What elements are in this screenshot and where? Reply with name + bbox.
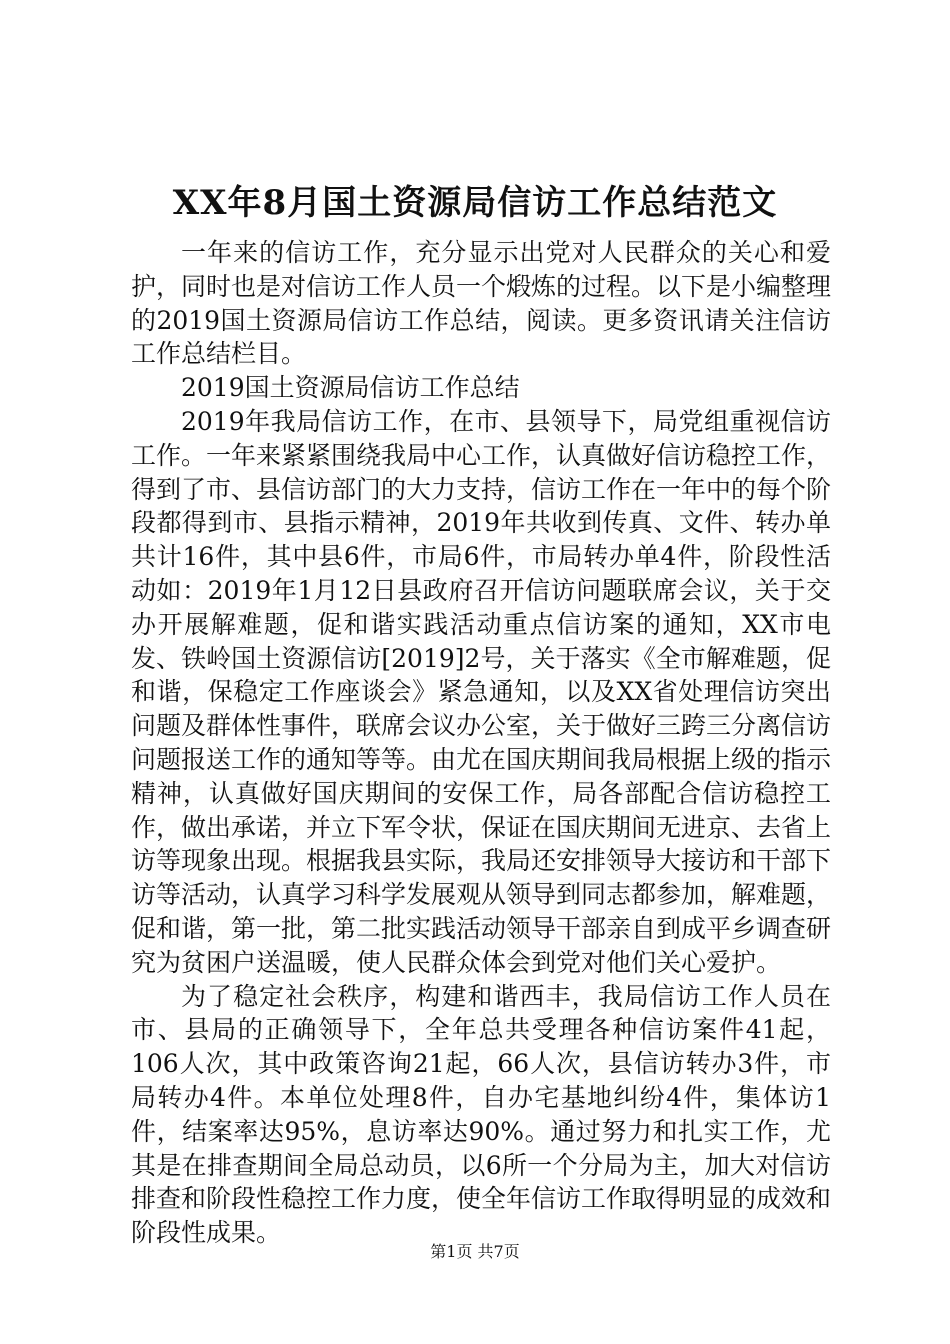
intro-paragraph: 一年来的信访工作，充分显示出党对人民群众的关心和爱护，同时也是对信访工作人员一个煅炼的过程。以下是小编整理的2019国土资源局信访工作总结，阅读。更多资讯请关注信访工作总结栏目。 (131, 238, 832, 369)
section-heading: 2019国土资源局信访工作总结 (181, 373, 520, 403)
body-paragraph: 为了稳定社会秩序，构建和谐西丰，我局信访工作人员在市、县局的正确领导下，全年总共受理各种信访案件41起，106人次，其中政策咨询21起，66人次，县信访转办3件，市局转办4件。本单位处理8件，自办宅基地纠纷4件，集体访1件，结案率达95%，息访率达90%。通过努力和扎实工作，尤其是在排查期间全局总动员，以6所一个分局为主，加大对信访排查和阶段性稳控工作力度，使全年信访工作取得明显的成效和阶段性成果。 (131, 981, 832, 1248)
body-paragraph: 2019年我局信访工作，在市、县领导下，局党组重视信访工作。一年来紧紧围绕我局中心工作，认真做好信访稳控工作，得到了市、县信访部门的大力支持，信访工作在一年中的每个阶段都得到市、县指示精神，2019年共收到传真、文件、转办单共计16件，其中县6件，市局6件，市局转办单4件，阶段性活动如：2019年1月12日县政府召开信访问题联席会议，关于交办开展解难题，促和谐实践活动重点信访案的通知，XX市电发、铁岭国土资源信访[2019]2号，关于落实《全市解难题，促和谐，保稳定工作座谈会》紧急通知，以及XX省处理信访突出问题及群体性事件，联席会议办公室，关于做好三跨三分离信访问题报送工作的通知等等。由尤在国庆期间我局根据上级的指示精神，认真做好国庆期间的安保工作，局各部配合信访稳控工作，做出承诺，并立下军令状，保证在国庆期间无进京、去省上访等现象出现。根据我县实际，我局还安排领导大接访和干部下访等活动，认真学习科学发展观从领导到同志都参加，解难题，促和谐，第一批，第二批实践活动领导干部亲自到成平乡调查研究为贫困户送温暖，使人民群众体会到党对他们关心爱护。 (131, 406, 832, 977)
page-number: 第1页 共7页 (430, 1242, 520, 1261)
document-title: XX年8月国土资源局信访工作总结范文 (172, 183, 778, 223)
document-body (131, 236, 831, 1250)
